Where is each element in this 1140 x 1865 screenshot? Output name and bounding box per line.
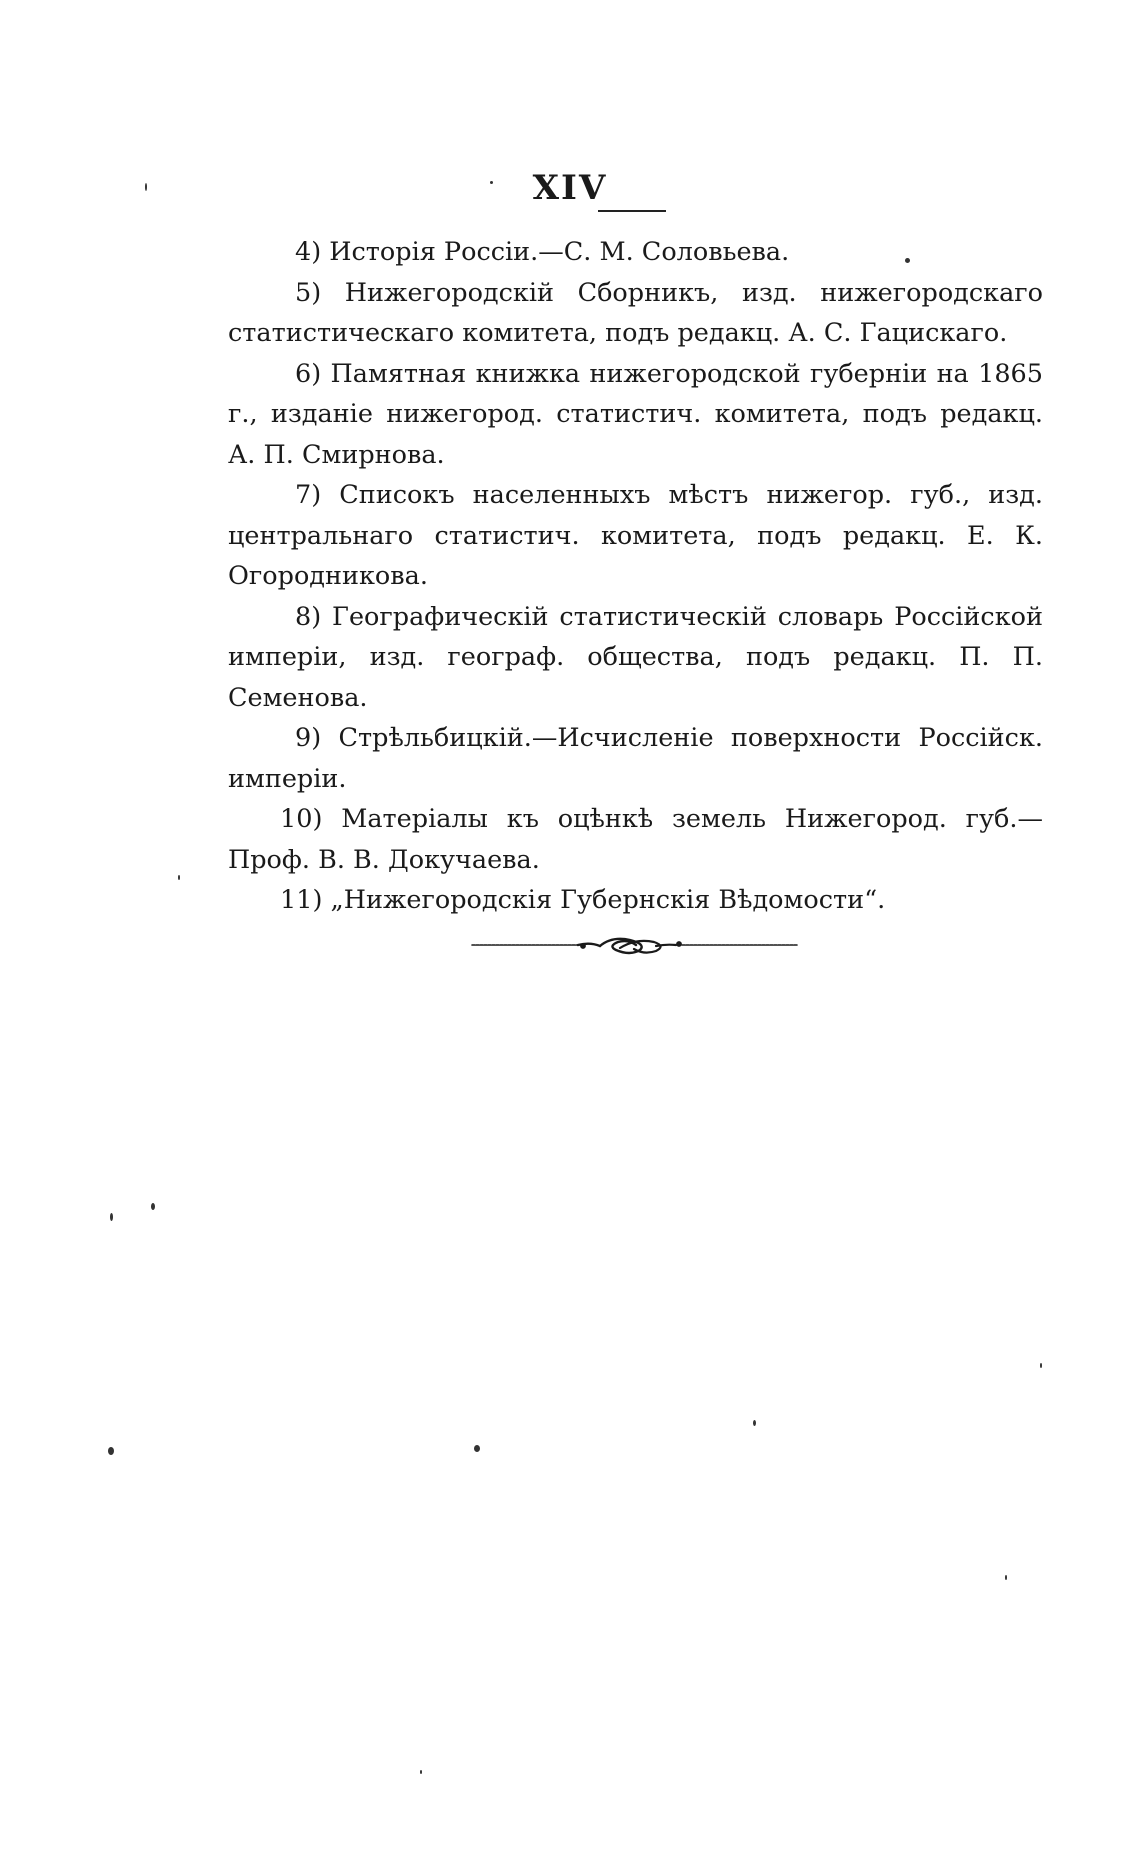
ink-speck (753, 1420, 756, 1426)
reference-item: 9) Стрѣльбицкій.—Исчисленіе поверхности Россійск. имперіи. (228, 723, 1043, 794)
ink-speck (178, 875, 180, 880)
reference-item: 10) Матеріалы къ оцѣнкѣ земель Нижегород. губ.—Проф. В. В. Докучаева. (228, 804, 1043, 875)
reference-item: 7) Списокъ населенныхъ мѣстъ нижегор. губ., изд. центральнаго статистич. комитета, подъ редакц. Е. К. Огородникова. (228, 480, 1043, 591)
ornament-divider-icon (470, 930, 800, 960)
ink-speck (108, 1447, 114, 1455)
ink-speck (1005, 1575, 1007, 1580)
reference-item: 6) Памятная книжка нижегородской губерніи на 1865 г., изданіе нижегород. статистич. комитета, подъ редакц. А. П. Смирнова. (228, 358, 1043, 470)
reference-list (228, 232, 1043, 921)
ink-speck (1040, 1363, 1042, 1368)
ink-speck (420, 1770, 422, 1774)
ink-speck (905, 258, 910, 263)
page-number-underline (598, 210, 666, 212)
ink-speck (145, 183, 147, 191)
ink-speck (110, 1213, 113, 1221)
ink-speck (490, 181, 493, 184)
reference-item: 4) Исторія Россіи.—С. М. Соловьева. (295, 237, 790, 267)
reference-item: 8) Географическій статистическій словарь Россійской имперіи, изд. географ. общества, подъ редакц. П. П. Семенова. (228, 601, 1043, 713)
reference-item: 11) „Нижегородскія Губернскія Вѣдомости“. (280, 885, 886, 915)
page-number: XIV (532, 168, 608, 208)
reference-item: 5) Нижегородскій Сборникъ, изд. нижегородскаго статистическаго комитета, подъ редакц. А. С. Гацискаго. (228, 277, 1043, 348)
ink-speck (151, 1203, 155, 1210)
ink-speck (474, 1445, 480, 1452)
